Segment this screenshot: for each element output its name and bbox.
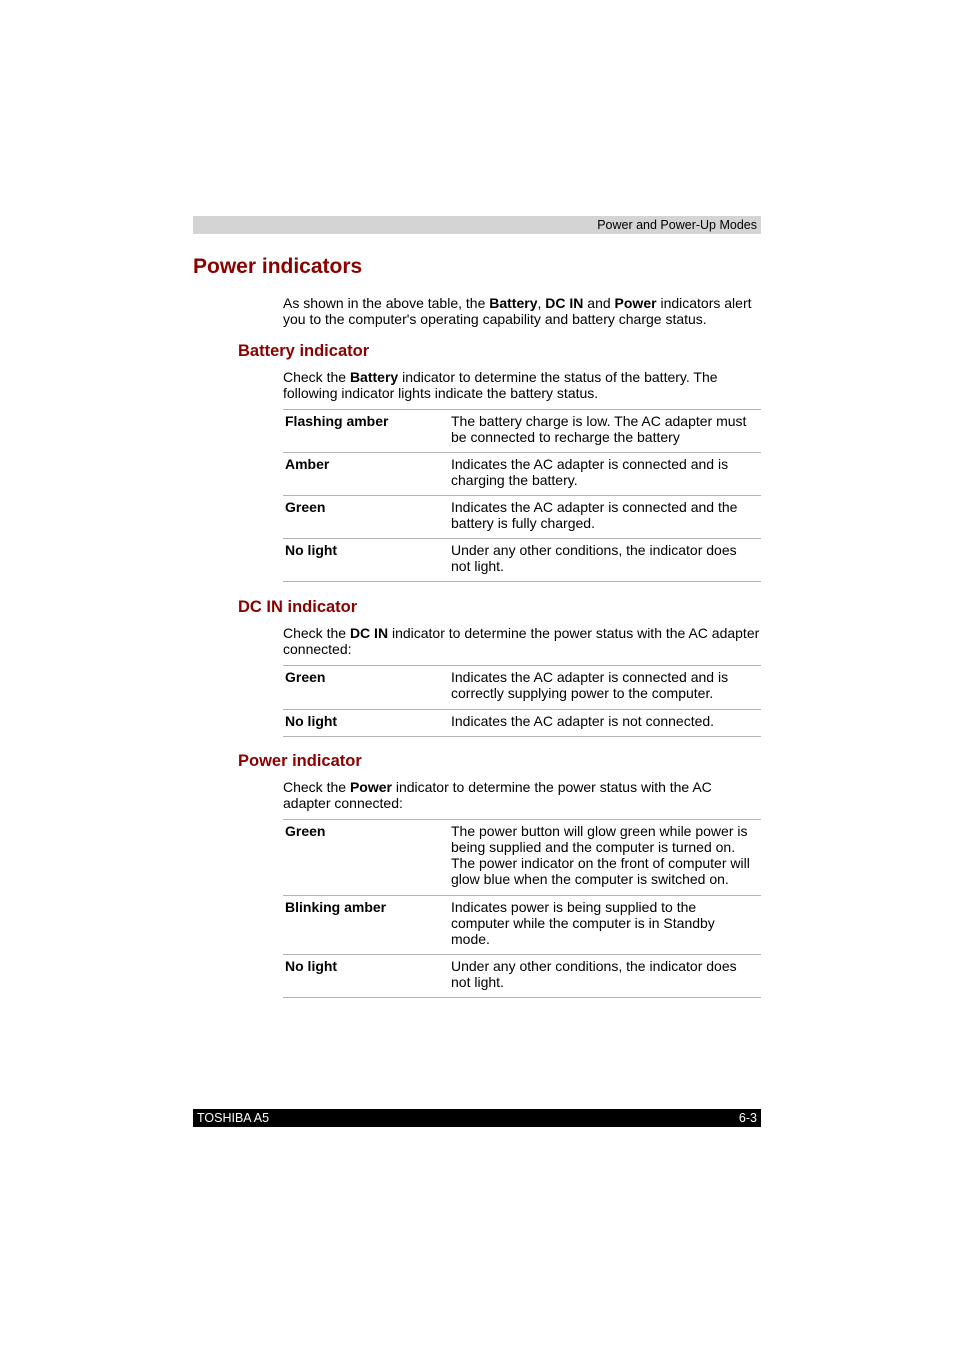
row-value: Indicates the AC adapter is connected and is charging the battery. bbox=[451, 456, 729, 488]
running-header bbox=[193, 216, 761, 234]
table-row bbox=[283, 496, 761, 539]
row-value: The battery charge is low. The AC adapter must be connected to recharge the battery bbox=[451, 413, 747, 445]
table-row bbox=[283, 410, 761, 453]
intro-bold-power: Power bbox=[614, 295, 657, 311]
row-value: The power button will glow green while power is being supplied and the computer is turned on. The power indicator on the front of computer will glow blue when the computer is switched on. bbox=[451, 823, 750, 887]
power-table bbox=[283, 819, 761, 998]
intro-text: indicators alert you to the computer's operating capability and battery charge status. bbox=[283, 295, 752, 327]
battery-text: indicator to determine the status of the battery. The following indicator lights indicate the battery status. bbox=[283, 369, 718, 401]
power-paragraph bbox=[283, 779, 763, 811]
intro-text: , bbox=[537, 295, 546, 311]
table-row bbox=[283, 666, 761, 710]
table-row bbox=[283, 710, 761, 737]
row-key: No light bbox=[285, 958, 338, 974]
running-header-title: Power and Power-Up Modes bbox=[597, 218, 757, 232]
row-value: Indicates the AC adapter is not connected. bbox=[451, 713, 715, 729]
power-heading: Power indicator bbox=[238, 752, 362, 770]
running-footer bbox=[193, 1109, 761, 1127]
dcin-table bbox=[283, 665, 761, 737]
row-key: Blinking amber bbox=[285, 899, 387, 915]
footer-page-number: 6-3 bbox=[738, 1111, 757, 1125]
table-row bbox=[283, 453, 761, 496]
battery-paragraph bbox=[283, 369, 763, 401]
intro-bold-dcin: DC IN bbox=[545, 295, 584, 311]
page-title: Power indicators bbox=[193, 255, 363, 278]
row-value: Under any other conditions, the indicator does not light. bbox=[451, 958, 737, 990]
row-value: Indicates power is being supplied to the computer while the computer is in Standby mode. bbox=[451, 899, 715, 947]
battery-bold: Battery bbox=[349, 369, 399, 385]
row-key: Amber bbox=[285, 456, 330, 472]
dcin-text: Check the bbox=[283, 625, 350, 641]
power-text: indicator to determine the power status with the AC adapter connected: bbox=[283, 779, 712, 811]
row-key: Green bbox=[285, 669, 326, 685]
table-row bbox=[283, 539, 761, 582]
table-row bbox=[283, 955, 761, 998]
intro-text: As shown in the above table, the bbox=[283, 295, 490, 311]
power-text: Check the bbox=[283, 779, 350, 795]
footer-product-name: TOSHIBA A5 bbox=[197, 1111, 270, 1125]
dcin-bold: DC IN bbox=[349, 625, 389, 641]
row-key: Flashing amber bbox=[285, 413, 389, 429]
row-key: No light bbox=[285, 713, 338, 729]
row-value: Indicates the AC adapter is connected and the battery is fully charged. bbox=[451, 499, 738, 531]
battery-heading: Battery indicator bbox=[238, 342, 370, 360]
dcin-text: indicator to determine the power status with the AC adapter connected: bbox=[283, 625, 760, 657]
intro-bold-battery: Battery bbox=[489, 295, 538, 311]
row-value: Under any other conditions, the indicator does not light. bbox=[451, 542, 737, 574]
intro-paragraph bbox=[283, 295, 763, 327]
row-key: Green bbox=[285, 823, 326, 839]
battery-table bbox=[283, 409, 761, 582]
row-key: No light bbox=[285, 542, 338, 558]
dcin-heading: DC IN indicator bbox=[238, 598, 358, 616]
battery-text: Check the bbox=[283, 369, 350, 385]
dcin-paragraph bbox=[283, 625, 763, 657]
power-bold: Power bbox=[349, 779, 392, 795]
row-value: Indicates the AC adapter is connected and is correctly supplying power to the computer. bbox=[451, 669, 729, 701]
table-row bbox=[283, 820, 761, 896]
intro-text: and bbox=[583, 295, 615, 311]
table-row bbox=[283, 896, 761, 955]
row-key: Green bbox=[285, 499, 326, 515]
